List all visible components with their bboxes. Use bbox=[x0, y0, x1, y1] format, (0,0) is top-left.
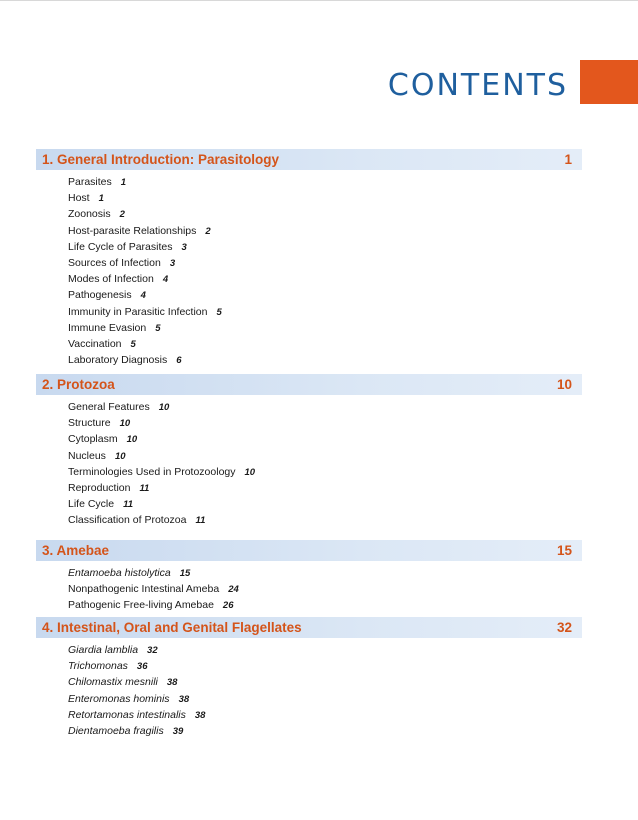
list-item[interactable]: Reproduction 11 bbox=[68, 481, 150, 494]
list-item[interactable]: Modes of Infection 4 bbox=[68, 273, 169, 286]
section-4-number: 4. bbox=[42, 620, 54, 635]
list-item[interactable]: Vaccination 5 bbox=[68, 337, 136, 350]
section-2-title bbox=[42, 377, 115, 392]
section-3-title bbox=[42, 543, 109, 558]
list-item[interactable]: Trichomonas 36 bbox=[68, 660, 148, 673]
list-item[interactable]: Nucleus 10 bbox=[68, 449, 126, 462]
section-3-title-text: Amebae bbox=[56, 543, 110, 558]
list-item[interactable]: Giardia lamblia 32 bbox=[68, 644, 158, 656]
section-1-number: 1. bbox=[42, 152, 54, 167]
section-1-header[interactable] bbox=[36, 149, 582, 170]
section-1-title-text: General Introduction: Parasitology bbox=[57, 152, 280, 167]
list-item[interactable]: Terminologies Used in Protozoology 10 bbox=[68, 465, 256, 478]
section-2-header[interactable] bbox=[36, 374, 582, 395]
section-1 bbox=[36, 149, 582, 368]
section-4-title-text: Intestinal, Oral and Genital Flagellates bbox=[57, 620, 302, 635]
list-item[interactable]: Chilomastix mesnili 38 bbox=[68, 676, 178, 689]
section-4 bbox=[36, 617, 582, 739]
section-4-header[interactable] bbox=[36, 617, 582, 638]
header-accent-block bbox=[580, 60, 638, 104]
section-4-page: 32 bbox=[556, 620, 572, 635]
top-rule bbox=[0, 0, 638, 1]
section-3-number: 3. bbox=[42, 543, 54, 558]
list-item[interactable]: Host-parasite Relationships 2 bbox=[68, 224, 211, 237]
section-3 bbox=[36, 540, 582, 614]
list-item[interactable]: Entamoeba histolytica 15 bbox=[68, 567, 191, 579]
list-item[interactable]: Retortamonas intestinalis 38 bbox=[68, 708, 206, 721]
list-item[interactable]: Enteromonas hominis 38 bbox=[68, 692, 190, 705]
list-item[interactable]: Sources of Infection 3 bbox=[68, 256, 176, 269]
section-4-items bbox=[36, 638, 582, 739]
page-title: CONTENTS bbox=[387, 68, 568, 103]
section-1-title bbox=[42, 152, 279, 167]
section-3-header[interactable] bbox=[36, 540, 582, 561]
section-2 bbox=[36, 374, 582, 529]
list-item[interactable]: Life Cycle 11 bbox=[68, 498, 133, 511]
list-item[interactable]: Pathogenic Free-living Amebae 26 bbox=[68, 599, 234, 612]
section-1-page: 1 bbox=[564, 152, 572, 167]
section-3-page: 15 bbox=[556, 543, 572, 558]
list-item[interactable]: Zoonosis 2 bbox=[68, 208, 125, 221]
list-item[interactable]: Dientamoeba fragilis 39 bbox=[68, 724, 184, 737]
list-item[interactable]: Cytoplasm 10 bbox=[68, 433, 138, 446]
section-2-items bbox=[36, 395, 582, 529]
list-item[interactable]: Immunity in Parasitic Infection 5 bbox=[68, 305, 222, 318]
list-item[interactable]: Host 1 bbox=[68, 192, 104, 205]
list-item[interactable]: Immune Evasion 5 bbox=[68, 321, 161, 334]
list-item[interactable]: Classification of Protozoa 11 bbox=[68, 514, 206, 527]
section-2-number: 2. bbox=[42, 377, 54, 392]
list-item[interactable]: Laboratory Diagnosis 6 bbox=[68, 354, 182, 367]
section-4-title bbox=[42, 620, 302, 635]
list-item[interactable]: General Features 10 bbox=[68, 401, 170, 413]
list-item[interactable]: Structure 10 bbox=[68, 417, 131, 430]
list-item[interactable]: Life Cycle of Parasites 3 bbox=[68, 240, 187, 253]
section-2-title-text: Protozoa bbox=[57, 377, 115, 392]
section-2-page: 10 bbox=[556, 377, 572, 392]
section-1-items bbox=[36, 170, 582, 368]
list-item[interactable]: Nonpathogenic Intestinal Ameba 24 bbox=[68, 583, 239, 596]
section-3-items bbox=[36, 561, 582, 614]
list-item[interactable]: Pathogenesis 4 bbox=[68, 289, 146, 302]
list-item[interactable]: Parasites 1 bbox=[68, 176, 127, 188]
